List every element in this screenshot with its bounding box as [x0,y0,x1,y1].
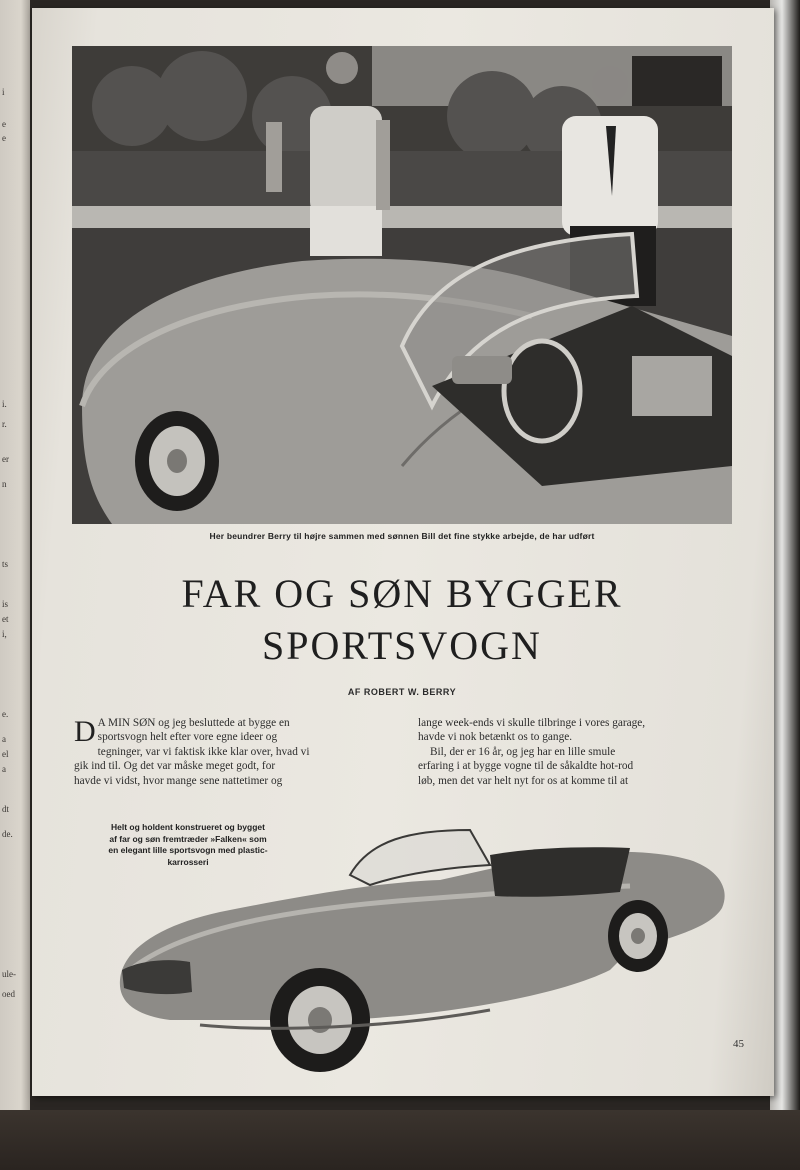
facing-page-fragment: r. [2,419,7,429]
photo-father-son-with-car [72,46,732,524]
magazine-page [32,8,774,1096]
facing-page-fragment: dt [2,804,10,814]
facing-page-fragment: is [2,599,9,609]
facing-page-fragment: i. [2,399,7,409]
body-line: erfaring i at bygge vogne til de såkaldte hot-rod [418,760,634,773]
caption-line: karrosseri [167,856,209,867]
facing-page-fragment: n [2,479,7,489]
facing-page-edge [0,0,30,1110]
facing-page-fragment: a [2,734,6,744]
caption-line: en elegant lille sportsvogn med plastic- [108,845,268,855]
drop-cap: D [74,715,96,748]
body-line: løb, men det var helt nyt for os at komme til at [418,774,629,787]
caption-line: af far og søn fremtræder »Falken« som [109,833,267,844]
article-column-right [418,716,738,788]
body-line: lange week-ends vi skulle tilbringe i vores garage, [418,717,646,729]
body-line: havde vi vidst, hvor mange sene nattetimer og [74,774,283,787]
facing-page-fragment: oed [2,989,15,999]
body-line: sportsvogn helt efter vore egne ideer og [97,731,278,744]
car-photo-caption [68,822,308,868]
facing-page-fragment: ule- [2,969,16,979]
facing-page-fragment: de. [2,829,13,839]
headline-line-1: FAR OG SØN BYGGER [181,571,623,616]
body-line: A MIN SØN og jeg besluttede at bygge en [97,717,290,729]
article-byline: AF ROBERT W. BERRY [347,687,457,697]
facing-page-fragment: e [2,119,6,129]
facing-page-fragment: e [2,133,6,143]
page-number: 45 [733,1038,744,1050]
body-line: gik ind til. Og det var måske meget godt, for [74,760,276,773]
body-line: havde vi nok betænkt os to gange. [418,731,573,744]
facing-page-fragment: et [2,614,9,624]
background-right [770,0,800,1110]
body-line: tegninger, var vi faktisk ikke klar over, hvad vi [97,745,310,758]
facing-page-fragment: er [2,454,9,464]
headline-line-2: SPORTSVOGN [262,623,542,668]
facing-page-fragment: i [2,87,5,97]
article-column-left [74,716,394,788]
body-line: Bil, der er 16 år, og jeg har en lille smule [430,745,616,758]
facing-page-fragment: ts [2,559,9,569]
article-headline [72,568,732,672]
photo-caption: Her beundrer Berry til højre sammen med sønnen Bill det fine stykke arbejde, de har udført [209,531,595,541]
facing-page-fragment: a [2,764,6,774]
facing-page-fragment: e. [2,709,9,719]
caption-line: Helt og holdent konstrueret og bygget [111,822,265,832]
table-surface [0,1110,800,1170]
facing-page-fragment: i, [2,629,7,639]
facing-page-fragment: el [2,749,9,759]
